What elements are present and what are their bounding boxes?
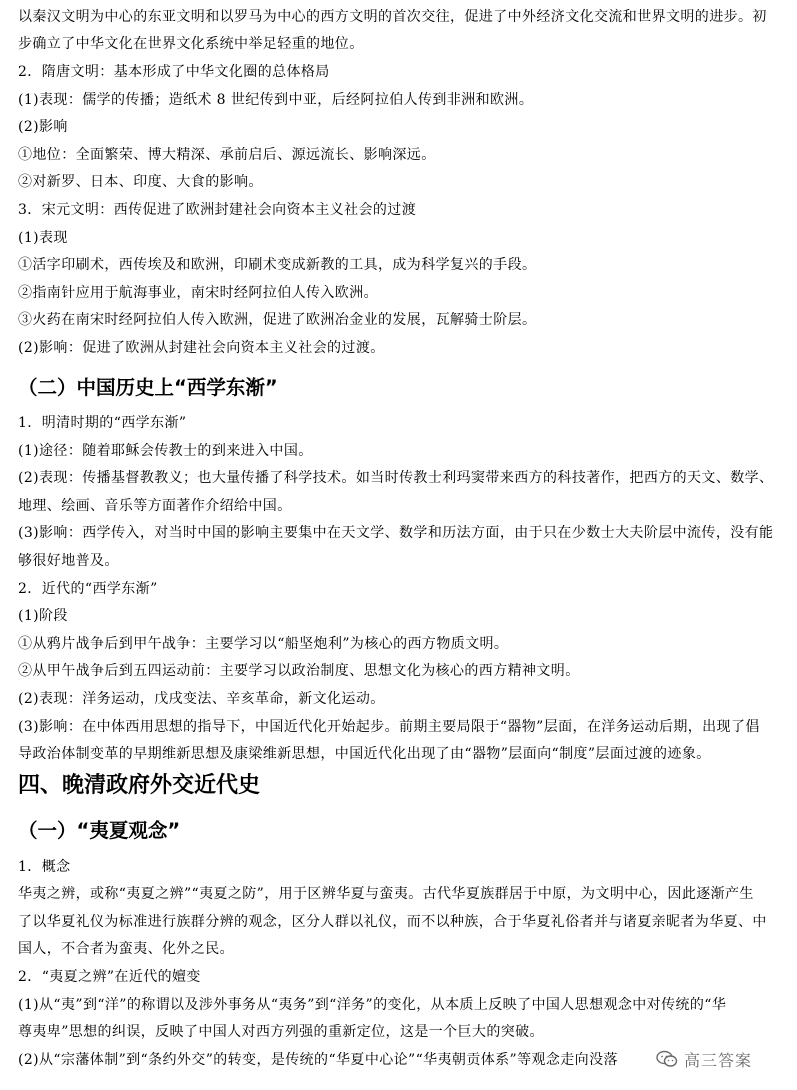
paragraph-line: ③火药在南宋时经阿拉伯人传入欧洲，促进了欧洲冶金业的发展，瓦解骑士阶层。 xyxy=(18,312,537,328)
paragraph-line: (1)表现：儒学的传播；造纸术 8 世纪传到中亚，后经阿拉伯人传到非洲和欧洲。 xyxy=(18,92,534,108)
paragraph-line: ②指南针应用于航海事业，南宋时经阿拉伯人传入欧洲。 xyxy=(18,285,378,301)
paragraph-line: (2)表现：洋务运动，戊戌变法、辛亥革命，新文化运动。 xyxy=(18,691,385,707)
paragraph-line: 3．宋元文明：西传促进了欧洲封建社会向资本主义社会的过渡 xyxy=(18,202,417,218)
paragraph-line: (3)影响：在中体西用思想的指导下，中国近代化开始起步。前期主要局限于“器物”层面，在洋务运动后期，出现了倡 xyxy=(18,719,760,735)
paragraph-line: 1．概念 xyxy=(18,859,71,875)
paragraph-line: ①地位：全面繁荣、博大精深、承前启后、源远流长、影响深远。 xyxy=(18,147,436,163)
paragraph-line: (3)影响：西学传入，对当时中国的影响主要集中在天文学、数学和历法方面，由于只在少数士大夫阶层中流传，没有能 xyxy=(18,525,774,541)
paragraph-line: 2．隋唐文明：基本形成了中华文化圈的总体格局 xyxy=(18,64,330,80)
paragraph-line: (2)从“宗藩体制”到“条约外交”的转变，是传统的“华夏中心论”“华夷朝贡体系”等观念走向没落 xyxy=(18,1052,618,1068)
paragraph-line: 2．近代的“西学东渐” xyxy=(18,581,158,597)
paragraph-line: 步确立了中华文化在世界文化系统中举足轻重的地位。 xyxy=(18,36,364,52)
paragraph-line: (2)表现：传播基督教教义；也大量传播了科学技术。如当时传教士利玛窦带来西方的科技著作，把西方的天文、数学、 xyxy=(18,470,774,486)
paragraph-line: 华夷之辨，或称“夷夏之辨”“夷夏之防”，用于区辨华夏与蛮夷。古代华夏族群居于中原，为文明中心，因此逐渐产生 xyxy=(18,886,754,902)
paragraph-line: 1．明清时期的“西学东渐” xyxy=(18,415,187,431)
paragraph-line: 国人，不合者为蛮夷、化外之民。 xyxy=(18,941,234,957)
paragraph-line: ②从甲午战争后到五四运动前：主要学习以政治制度、思想文化为核心的西方精神文明。 xyxy=(18,663,580,679)
paragraph-line: 以秦汉文明为中心的东亚文明和以罗马为中心的西方文明的首次交往，促进了中外经济文化交流和世界文明的进步。初 xyxy=(18,9,767,25)
source-watermark xyxy=(650,1044,758,1074)
paragraph-line: ①活字印刷术，西传埃及和欧洲，印刷术变成新教的工具，成为科学复兴的手段。 xyxy=(18,257,537,273)
watermark-text: 高三答案 xyxy=(684,1050,753,1070)
chapter-heading: 四、晚清政府外交近代史 xyxy=(18,773,261,798)
paragraph-line: 地理、绘画、音乐等方面著作介绍给中国。 xyxy=(18,498,292,514)
paragraph-line: (2)影响：促进了欧洲从封建社会向资本主义社会的过渡。 xyxy=(18,340,385,356)
section-heading: （二）中国历史上“西学东渐” xyxy=(18,376,278,399)
paragraph-line: (2)影响 xyxy=(18,119,68,135)
wechat-icon xyxy=(656,1050,678,1068)
paragraph-line: (1)阶段 xyxy=(18,608,68,624)
paragraph-line: (1)表现 xyxy=(18,230,68,246)
paragraph-line: (1)从“夷”到“洋”的称谓以及涉外事务从“夷务”到“洋务”的变化，从本质上反映了中国人思想观念中对传统的“华 xyxy=(18,997,727,1013)
section-heading: （一）“夷夏观念” xyxy=(18,819,181,842)
paragraph-line: ②对新罗、日本、印度、大食的影响。 xyxy=(18,174,263,190)
paragraph-line: 2．“夷夏之辨”在近代的嬗变 xyxy=(18,969,201,985)
paragraph-line: 导政治体制变革的早期维新思想及康梁维新思想，中国近代化出现了由“器物”层面向“制度”层面过渡的迹象。 xyxy=(18,746,711,762)
paragraph-line: (1)途径：随着耶稣会传教士的到来进入中国。 xyxy=(18,443,313,459)
paragraph-line: ①从鸦片战争后到甲午战争：主要学习以“船坚炮利”为核心的西方物质文明。 xyxy=(18,636,509,652)
paragraph-line: 够很好地普及。 xyxy=(18,553,119,569)
paragraph-line: 尊夷卑”思想的纠误，反映了中国人对西方列强的重新定位，这是一个巨大的突破。 xyxy=(18,1024,544,1040)
paragraph-line: 了以华夏礼仪为标准进行族群分辨的观念，区分人群以礼仪，而不以种族，合于华夏礼俗者并与诸夏亲昵者为华夏、中 xyxy=(18,914,767,930)
